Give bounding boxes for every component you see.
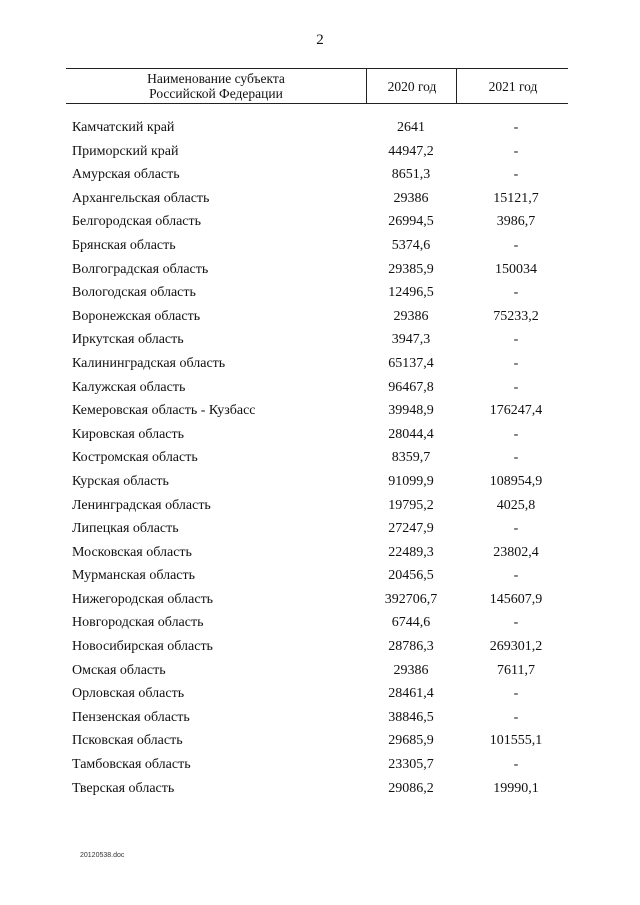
value-2021: 150034 bbox=[495, 261, 537, 277]
table-row bbox=[0, 733, 640, 757]
table-row bbox=[0, 309, 640, 333]
table-row bbox=[0, 120, 640, 144]
table-row bbox=[0, 545, 640, 569]
value-2020: 392706,7 bbox=[384, 591, 438, 607]
subject-name: Калужская область bbox=[72, 379, 186, 395]
subject-name: Приморский край bbox=[72, 143, 179, 159]
value-2021: - bbox=[513, 355, 519, 371]
table-row bbox=[0, 214, 640, 238]
value-2021: 19990,1 bbox=[493, 780, 539, 796]
subject-name: Камчатский край bbox=[72, 120, 175, 135]
value-2020: 23305,7 bbox=[388, 757, 434, 773]
value-2021: - bbox=[513, 709, 519, 725]
table-row bbox=[0, 474, 640, 498]
value-2020: 27247,9 bbox=[388, 521, 434, 537]
value-2020: 19795,2 bbox=[388, 497, 434, 513]
value-2020: 96467,8 bbox=[388, 379, 434, 395]
value-2020: 44947,2 bbox=[388, 143, 434, 159]
value-2020: 5374,6 bbox=[391, 237, 431, 253]
table-row bbox=[0, 380, 640, 404]
value-2020: 28461,4 bbox=[388, 686, 434, 702]
table-row bbox=[0, 262, 640, 286]
value-2020: 8359,7 bbox=[391, 450, 431, 466]
value-2021: - bbox=[513, 332, 519, 348]
value-2021: 7611,7 bbox=[497, 662, 535, 678]
table-row bbox=[0, 592, 640, 616]
table-header bbox=[66, 68, 568, 104]
value-2020: 29385,9 bbox=[388, 261, 434, 277]
table-row bbox=[0, 615, 640, 639]
subject-name: Амурская область bbox=[72, 167, 180, 183]
subject-name: Вологодская область bbox=[72, 285, 196, 301]
table-row bbox=[0, 498, 640, 522]
subject-name: Калининградская область bbox=[72, 355, 226, 371]
column-header-subject-line1: Наименование субъекта bbox=[147, 71, 285, 86]
value-2021: 75233,2 bbox=[493, 308, 539, 324]
table-row bbox=[0, 332, 640, 356]
column-header-subject-line2: Российской Федерации bbox=[149, 86, 283, 101]
column-header-subject bbox=[66, 69, 366, 103]
subject-name: Кировская область bbox=[72, 426, 185, 442]
value-2021: 269301,2 bbox=[489, 639, 543, 655]
table-row bbox=[0, 639, 640, 663]
value-2021: - bbox=[513, 450, 519, 466]
value-2021: - bbox=[513, 426, 519, 442]
value-2021: - bbox=[513, 237, 519, 253]
subject-name: Белгородская область bbox=[72, 214, 202, 230]
table-row bbox=[0, 403, 640, 427]
subject-name: Новгородская область bbox=[72, 615, 204, 631]
table-row bbox=[0, 356, 640, 380]
value-2021: - bbox=[513, 143, 519, 159]
value-2021: - bbox=[513, 615, 519, 631]
value-2020: 29386 bbox=[393, 308, 429, 324]
subject-name: Костромская область bbox=[72, 450, 198, 466]
value-2020: 29386 bbox=[393, 190, 429, 206]
value-2020: 28044,4 bbox=[388, 426, 434, 442]
value-2021: - bbox=[513, 120, 519, 135]
subject-name: Псковская область bbox=[72, 733, 183, 749]
value-2020: 20456,5 bbox=[388, 568, 434, 584]
subject-name: Воронежская область bbox=[72, 308, 201, 324]
table-row bbox=[0, 686, 640, 710]
table-row bbox=[0, 167, 640, 191]
table-row bbox=[0, 710, 640, 734]
value-2021: 3986,7 bbox=[496, 214, 536, 230]
table-row bbox=[0, 781, 640, 805]
value-2021: - bbox=[513, 757, 519, 773]
table-row bbox=[0, 427, 640, 451]
value-2020: 65137,4 bbox=[388, 355, 434, 371]
subject-name: Ленинградская область bbox=[72, 497, 211, 513]
subject-name: Тверская область bbox=[72, 780, 175, 796]
subject-name: Архангельская область bbox=[72, 190, 210, 206]
column-header-2020: 2020 год bbox=[366, 69, 457, 103]
value-2020: 26994,5 bbox=[388, 214, 434, 230]
value-2021: - bbox=[513, 686, 519, 702]
value-2021: - bbox=[513, 285, 519, 301]
value-2021: - bbox=[513, 568, 519, 584]
subject-name: Брянская область bbox=[72, 237, 176, 253]
value-2020: 29086,2 bbox=[388, 780, 434, 796]
value-2021: - bbox=[513, 167, 519, 183]
file-name-footer: 20120538.doc bbox=[80, 852, 125, 859]
subject-name: Пензенская область bbox=[72, 709, 190, 725]
table-row bbox=[0, 757, 640, 781]
subject-name: Волгоградская область bbox=[72, 261, 209, 277]
value-2020: 22489,3 bbox=[388, 544, 434, 560]
subject-name: Кемеровская область - Кузбасс bbox=[72, 403, 256, 419]
table-row bbox=[0, 144, 640, 168]
table-row bbox=[0, 285, 640, 309]
table-body bbox=[0, 120, 640, 804]
value-2021: 108954,9 bbox=[489, 473, 543, 489]
value-2020: 8651,3 bbox=[391, 167, 431, 183]
value-2021: - bbox=[513, 379, 519, 395]
value-2020: 6744,6 bbox=[391, 615, 431, 631]
value-2021: 101555,1 bbox=[489, 733, 543, 749]
value-2020: 29386 bbox=[393, 662, 429, 678]
subject-name: Иркутская область bbox=[72, 332, 184, 348]
table-row bbox=[0, 238, 640, 262]
table-row bbox=[0, 450, 640, 474]
value-2020: 3947,3 bbox=[391, 332, 431, 348]
subject-name: Липецкая область bbox=[72, 521, 179, 537]
value-2020: 39948,9 bbox=[388, 403, 434, 419]
table-row bbox=[0, 191, 640, 215]
value-2020: 12496,5 bbox=[388, 285, 434, 301]
value-2020: 2641 bbox=[397, 120, 425, 135]
value-2021: 4025,8 bbox=[496, 497, 536, 513]
value-2021: - bbox=[513, 521, 519, 537]
value-2021: 23802,4 bbox=[493, 544, 539, 560]
table-row bbox=[0, 568, 640, 592]
value-2021: 145607,9 bbox=[489, 591, 543, 607]
subject-name: Мурманская область bbox=[72, 568, 196, 584]
subject-name: Омская область bbox=[72, 662, 166, 678]
value-2020: 91099,9 bbox=[388, 473, 434, 489]
subject-name: Московская область bbox=[72, 544, 192, 560]
value-2020: 38846,5 bbox=[388, 709, 434, 725]
table-row bbox=[0, 521, 640, 545]
subject-name: Курская область bbox=[72, 473, 169, 489]
value-2020: 29685,9 bbox=[388, 733, 434, 749]
subject-name: Тамбовская область bbox=[72, 757, 191, 773]
page-number: 2 bbox=[316, 32, 324, 48]
table-row bbox=[0, 663, 640, 687]
value-2021: 176247,4 bbox=[489, 403, 543, 419]
subject-name: Нижегородская область bbox=[72, 591, 214, 607]
subject-name: Новосибирская область bbox=[72, 639, 213, 655]
value-2021: 15121,7 bbox=[493, 190, 539, 206]
subject-name: Орловская область bbox=[72, 686, 185, 702]
column-header-2021: 2021 год bbox=[456, 69, 569, 103]
value-2020: 28786,3 bbox=[388, 639, 434, 655]
